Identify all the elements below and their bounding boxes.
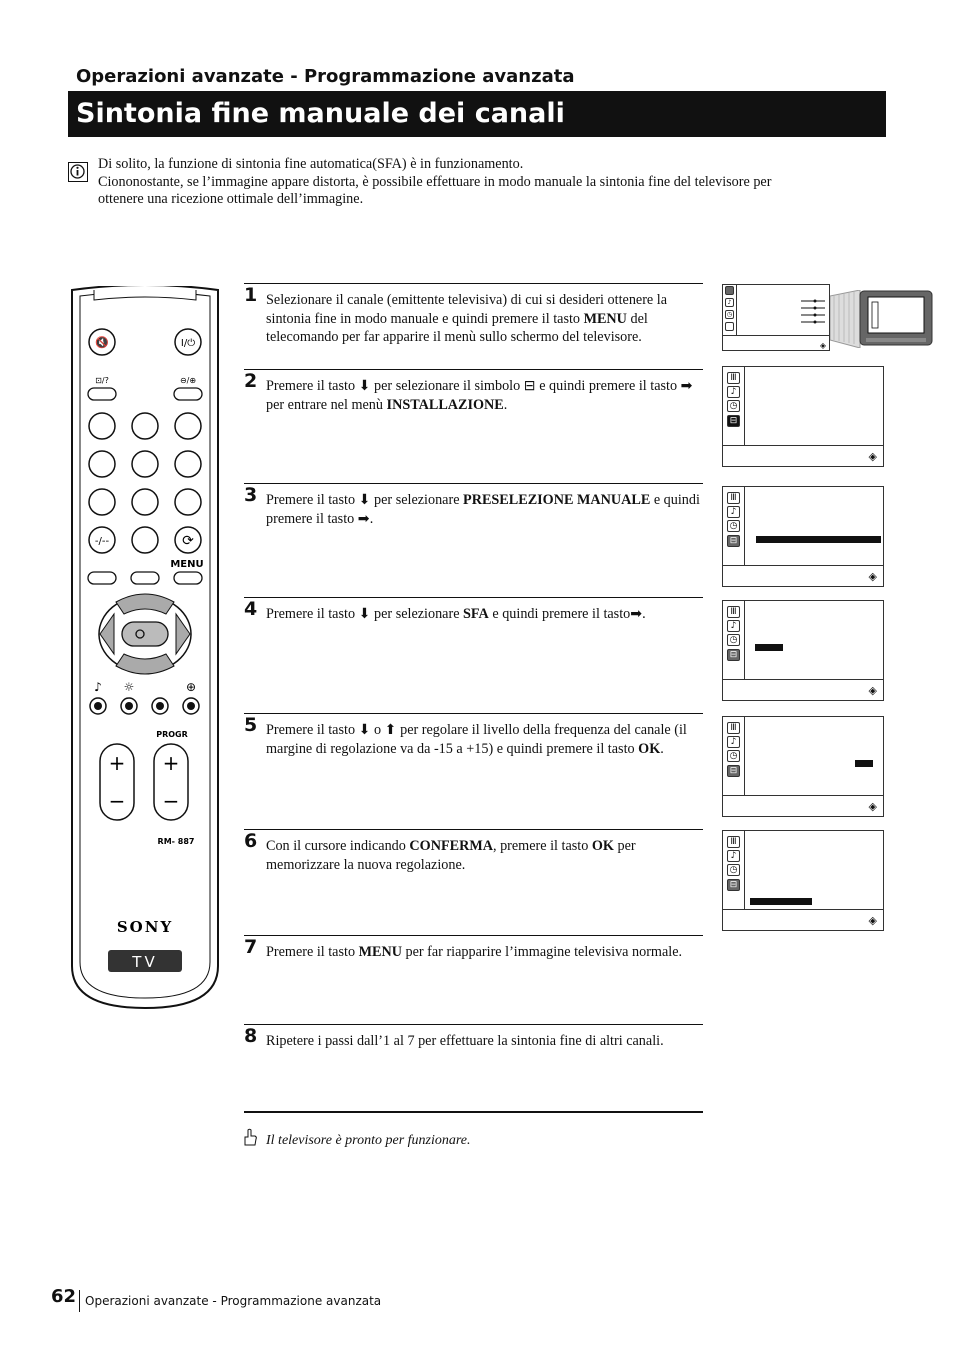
- remote-control-illustration: [66, 286, 224, 1012]
- svg-text:⊡/?: ⊡/?: [95, 376, 109, 385]
- svg-text:-/--: -/--: [94, 536, 110, 547]
- step-5-text: Premere il tasto ⬇ o ⬆ per regolare il livello della frequenza del canale (il margine di regolazione va da -15 a +15) e quindi premere il tasto OK.: [266, 722, 687, 757]
- timer-icon: ◷: [727, 634, 740, 646]
- installation-icon: ⊟: [727, 415, 740, 427]
- step-divider: [244, 283, 703, 284]
- arrow-right-icon: ➡: [680, 378, 693, 394]
- arrow-down-icon: ⬇: [358, 606, 371, 622]
- navigation-icon: ◈: [868, 570, 877, 583]
- menu-screen-4: [722, 600, 884, 701]
- picture-icon: Ⅲ: [727, 836, 740, 848]
- step-number: 6: [244, 830, 258, 852]
- step-8-text: Ripetere i passi dall’1 al 7 per effettuare la sintonia fine di altri canali.: [266, 1033, 664, 1049]
- step-7-text: Premere il tasto MENU per far riapparire l’immagine televisiva normale.: [266, 944, 683, 960]
- svg-text:MENU: MENU: [170, 559, 204, 570]
- sound-icon: ♪: [725, 298, 734, 307]
- svg-text:−: −: [108, 789, 126, 813]
- navigation-icon: ◈: [868, 914, 877, 927]
- svg-text:🔇: 🔇: [95, 336, 109, 349]
- highlight-bar: [756, 536, 881, 543]
- sound-icon: ♪: [727, 736, 740, 748]
- arrow-right-icon: ➡: [630, 606, 643, 622]
- ready-note: Il televisore è pronto per funzionare.: [266, 1133, 471, 1148]
- timer-icon: ◷: [727, 750, 740, 762]
- menu-screen-6: [722, 830, 884, 931]
- pointing-hand-icon: [242, 1128, 258, 1146]
- slider-marks: [801, 299, 827, 333]
- step-number: 1: [244, 284, 258, 306]
- footer-divider: [79, 1290, 80, 1312]
- svg-text:♪: ♪: [94, 680, 102, 694]
- info-icon: [68, 162, 88, 182]
- intro-text: [98, 156, 788, 209]
- menu-icon-column: [723, 717, 745, 795]
- step-divider: [244, 935, 703, 936]
- arrow-down-icon: ⬇: [358, 492, 371, 508]
- arrow-up-icon: ⬆: [384, 722, 397, 738]
- svg-text:TV: TV: [132, 953, 158, 971]
- svg-text:RM- 887: RM- 887: [157, 837, 195, 846]
- step-3-text: Premere il tasto ⬇ per selezionare PRESELEZIONE MANUALE e quindi premere il tasto ➡.: [266, 492, 700, 527]
- menu-footer: [723, 335, 829, 336]
- step-divider: [244, 713, 703, 714]
- step-2-text: Premere il tasto ⬇ per selezionare il simbolo ⊟ e quindi premere il tasto ➡ per entrare nel menù INSTALLAZIONE.: [266, 378, 693, 413]
- menu-screen-1: [722, 284, 830, 351]
- highlight-bar: [755, 644, 783, 651]
- step-number: 7: [244, 936, 258, 958]
- menu-icon-column: [723, 831, 745, 909]
- menu-screen-3: [722, 486, 884, 587]
- arrow-right-icon: ➡: [357, 510, 370, 527]
- step-divider: [244, 369, 703, 370]
- menu-icon-column: [723, 601, 745, 679]
- step-number: 4: [244, 598, 258, 620]
- installation-icon: ⊟: [727, 649, 740, 661]
- step-4-text: Premere il tasto ⬇ per selezionare SFA e quindi premere il tasto➡.: [266, 606, 646, 622]
- arrow-down-icon: ⬇: [358, 722, 371, 738]
- svg-text:+: +: [162, 751, 180, 775]
- svg-text:⟳: ⟳: [182, 533, 194, 549]
- installation-icon: ⊟: [523, 378, 536, 394]
- step-number: 8: [244, 1025, 258, 1047]
- installation-icon: ⊟: [727, 765, 740, 777]
- intro-line-1: Di solito, la funzione di sintonia fine automatica(SFA) è in funzionamento.: [98, 156, 524, 172]
- step-divider: [244, 483, 703, 484]
- title-bar: [68, 91, 886, 137]
- picture-icon: Ⅲ: [727, 606, 740, 618]
- highlight-bar: [750, 898, 812, 905]
- svg-text:⊕: ⊕: [185, 680, 197, 694]
- step-divider: [244, 597, 703, 598]
- sound-icon: ♪: [727, 620, 740, 632]
- picture-icon: [725, 286, 734, 295]
- timer-icon: ◷: [727, 520, 740, 532]
- picture-icon: Ⅲ: [727, 492, 740, 504]
- navigation-icon: ◈: [868, 450, 877, 463]
- page-number: 62: [51, 1286, 77, 1307]
- svg-text:⊖/⊕: ⊖/⊕: [179, 376, 197, 385]
- timer-icon: ◷: [727, 400, 740, 412]
- svg-text:PROGR: PROGR: [156, 730, 188, 739]
- installation-icon: ⊟: [727, 879, 740, 891]
- bottom-rule: [244, 1111, 703, 1113]
- menu-screen-5: [722, 716, 884, 817]
- sound-icon: ♪: [727, 850, 740, 862]
- step-number: 2: [244, 370, 258, 392]
- installation-icon: ⊟: [727, 535, 740, 547]
- menu-footer: [723, 445, 883, 446]
- menu-footer: [723, 565, 883, 566]
- picture-icon: Ⅲ: [727, 372, 740, 384]
- timer-icon: ◷: [726, 311, 733, 318]
- svg-text:−: −: [162, 789, 180, 813]
- navigation-icon: ◈: [868, 684, 877, 697]
- installation-icon: [725, 322, 734, 331]
- step-number: 3: [244, 484, 258, 506]
- arrow-down-icon: ⬇: [358, 378, 371, 394]
- svg-text:I/⏻: I/⏻: [180, 338, 196, 349]
- footer-text: Operazioni avanzate - Programmazione avanzata: [85, 1294, 382, 1308]
- svg-text:SONY: SONY: [116, 918, 174, 936]
- menu-footer: [723, 679, 883, 680]
- page-title: Sintonia fine manuale dei canali: [76, 98, 565, 129]
- sound-icon: ♪: [727, 386, 740, 398]
- menu-footer: [723, 909, 883, 910]
- timer-icon: ◷: [727, 864, 740, 876]
- tv-set-illustration: [830, 290, 934, 348]
- step-divider: [244, 829, 703, 830]
- step-1-text: Selezionare il canale (emittente televisiva) di cui si desideri ottenere la sintonia fine in modo manuale e quindi premere il tasto MENU del telecomando per far apparire il menù sullo schermo del televisore.: [266, 292, 668, 345]
- step-6-text: Con il cursore indicando CONFERMA, premere il tasto OK per memorizzare la nuova regolazione.: [266, 838, 636, 873]
- navigation-icon: ◈: [868, 800, 877, 813]
- sound-icon: ♪: [727, 506, 740, 518]
- highlight-bar: [855, 760, 873, 767]
- menu-icon-column: [723, 285, 737, 336]
- svg-text:☼: ☼: [123, 680, 135, 694]
- step-number: 5: [244, 714, 258, 736]
- menu-footer: [723, 795, 883, 796]
- section-title: Operazioni avanzate - Programmazione avanzata: [76, 66, 575, 87]
- intro-line-2: Ciononostante, se l’immagine appare distorta, è possibile effettuare in modo manuale la sintonia fine del televisore per ottenere una ricezione ottimale dell’immagine.: [98, 173, 772, 207]
- menu-screen-2: [722, 366, 884, 467]
- step-divider: [244, 1024, 703, 1025]
- svg-text:+: +: [108, 751, 126, 775]
- navigation-icon: ◈: [819, 341, 826, 350]
- picture-icon: Ⅲ: [727, 722, 740, 734]
- menu-icon-column: [723, 367, 745, 445]
- menu-icon-column: [723, 487, 745, 565]
